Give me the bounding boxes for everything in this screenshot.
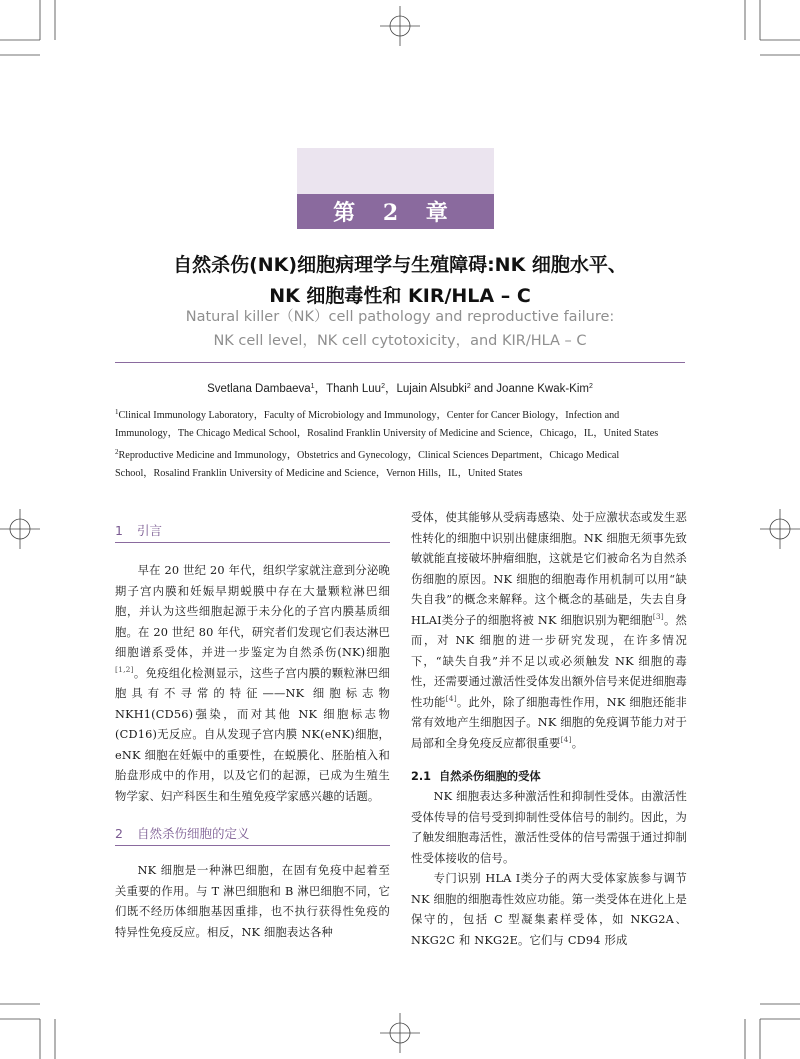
section-title: 自然杀伤细胞的定义	[137, 826, 250, 841]
left-column	[115, 520, 390, 943]
author-affiliation-mark: 2	[588, 383, 593, 390]
affiliation-mark: 1	[115, 408, 119, 416]
paragraph: NK 细胞表达多种激活性和抑制性受体。由激活性受体传导的信号受到抑制性受体信号的制约。因此，为了触发细胞毒活性，激活性受体的信号需强于通过抑制性受体接收的信号。	[411, 790, 687, 865]
chapter-title-en	[100, 305, 700, 353]
author-list	[115, 380, 685, 396]
paragraph-text: 。免疫组化检测显示，这些子宫内膜的颗粒淋巴细胞具有不寻常的特征——NK 细胞标志物 NKH1(CD56)强染，而对其他 NK 细胞标志物(CD16)无反应。自从发现子宫内膜 NK(eNK)细胞，eNK 细胞在妊娠中的重要性，在蜕膜化、胚胎植入和胎盘形成中的作用，以及它们的起源，已成为生殖生物学家、妇产科医生和生殖免疫学家感兴趣的话题。	[115, 666, 390, 803]
title-divider	[115, 362, 685, 363]
affiliation-line: Immunology，The Chicago Medical School，Rosalind Franklin University of Medicine and Science，Chicago，IL，United States	[115, 428, 659, 439]
author-name: Svetlana Dambaeva	[207, 383, 311, 395]
title-en-line1: Natural killer（NK）cell pathology and reproductive failure:	[185, 309, 615, 325]
right-column	[411, 508, 687, 951]
author-conjunction: and	[470, 383, 497, 395]
paragraph-text: 。	[571, 736, 584, 750]
chapter-title-cn	[100, 250, 700, 312]
subsection-heading-receptors	[411, 766, 687, 787]
affiliation-line: School，Rosalind Franklin University of Medicine and Science，Vernon Hills，IL，United States	[115, 468, 523, 479]
paragraph	[115, 561, 390, 807]
author-separator: ，	[384, 383, 397, 395]
affiliations	[115, 403, 687, 483]
author-name: Joanne Kwak-Kim	[496, 383, 589, 395]
section-heading-definition	[115, 823, 390, 846]
paragraph: 专门识别 HLA Ⅰ类分子的两大受体家族参与调节 NK 细胞的细胞毒性效应功能。第一类受体在进化上是保守的，包括 C 型凝集素样受体，如 NKG2A、NKG2C 和 NKG2E。它们与 CD94 形成	[411, 872, 687, 947]
section-title: 引言	[137, 523, 163, 538]
affiliation-line	[115, 443, 687, 465]
subsection-title: 自然杀伤细胞的受体	[439, 770, 541, 783]
citation: [4]	[560, 734, 572, 744]
author-affiliation-mark: 1	[310, 383, 315, 390]
affiliation-text: Reproductive Medicine and Immunology，Obstetrics and Gynecology，Clinical Sciences Department，Chicago Medical	[118, 450, 620, 461]
author-separator: ，	[314, 383, 327, 395]
affiliation-line	[115, 403, 687, 425]
title-cn-line1: 自然杀伤(NK)细胞病理学与生殖障碍:NK 细胞水平、	[173, 254, 627, 276]
paragraph	[411, 508, 687, 754]
author-name: Thanh Luu	[326, 383, 382, 395]
affiliation-mark: 2	[115, 448, 119, 456]
section-number: 1	[115, 523, 123, 538]
title-en-line2: NK cell level，NK cell cytotoxicity，and KIR/HLA – C	[213, 333, 587, 349]
chapter-label: 第 2 章	[297, 194, 494, 229]
author-affiliation-mark: 2	[466, 383, 471, 390]
paragraph-text: 。此外，除了细胞毒性作用，NK 细胞还能非常有效地产生细胞因子。NK 细胞的免疫调节能力对于局部和全身免疫反应都很重要	[411, 695, 687, 750]
paragraph-text: 受体，使其能够从受病毒感染、处于应激状态或发生恶性转化的细胞中识别出健康细胞。NK 细胞无须事先致敏就能直接破坏肿瘤细胞，这就是它们被命名为自然杀伤细胞的原因。NK 细胞的细胞毒作用机制可以用“缺失自我”的概念来解释。这个概念的基础是，失去自身 HLAⅠ类分子的细胞将被 NK 细胞识别为靶细胞	[411, 511, 687, 627]
affiliation-text: Clinical Immunology Laboratory，Faculty of Microbiology and Immunology，Center for Cancer Biology，Infection and	[118, 410, 620, 421]
section-number: 2	[115, 826, 123, 841]
citation: [4]	[445, 693, 457, 703]
title-cn-line2: NK 细胞毒性和 KIR/HLA – C	[269, 285, 531, 307]
paragraph-text: 。然而，对 NK 细胞的进一步研究发现，在许多情况下，“缺失自我”并不足以或必须触发 NK 细胞的毒性，还需要通过激活性受体发出额外信号来促进细胞毒性功能	[411, 613, 687, 709]
paragraph-text: 早在 20 世纪 20 年代，组织学家就注意到分泌晚期子宫内膜和妊娠早期蜕膜中存在大量颗粒淋巴细胞，并认为这些细胞起源于未分化的子宫内膜基质细胞。在 20 世纪 80 年代，研究者们发现它们表达淋巴细胞谱系受体，并进一步鉴定为自然杀伤(NK)细胞	[115, 564, 390, 659]
author-affiliation-mark: 2	[381, 383, 385, 390]
citation: [1,2]	[115, 664, 134, 674]
author-name: Lujain Alsubki	[396, 383, 467, 395]
citation: [3]	[652, 611, 664, 621]
subsection-number: 2.1	[411, 770, 432, 783]
section-heading-introduction	[115, 520, 390, 543]
paragraph: NK 细胞是一种淋巴细胞，在固有免疫中起着至关重要的作用。与 T 淋巴细胞和 B 淋巴细胞不同，它们既不经历体细胞基因重排，也不执行获得性免疫的特异性免疫反应。相反，NK 细胞表达各种	[115, 864, 390, 939]
